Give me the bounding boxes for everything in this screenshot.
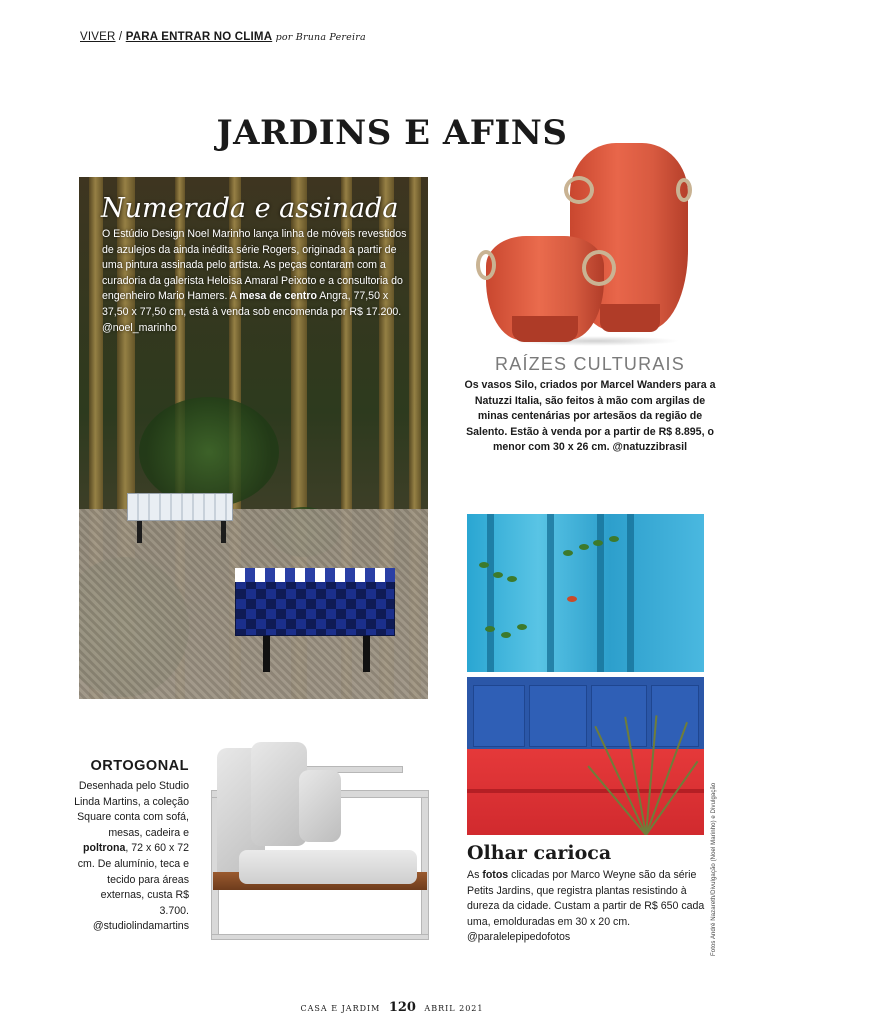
byline: por Bruna Pereira [275, 32, 366, 43]
armchair-photo [203, 738, 435, 952]
vine-leaf [479, 562, 489, 568]
vine-leaf [493, 572, 503, 578]
vine-leaf [579, 544, 589, 550]
vases-photo [470, 138, 710, 348]
vases-feature-body: Os vasos Silo, criados por Marcel Wanders para a Natuzzi Italia, são feitos à mão com argilas de minas centenárias por artesãos da região de Salento. Estão à venda por a partir de R$ 8.895, o menor com 30 x 26 cm. @natuzzibrasil [464, 379, 716, 454]
vine-leaf [517, 624, 527, 630]
page-title: JARDINS E AFINS [216, 113, 568, 153]
wall-groove [627, 514, 634, 672]
breadcrumb [80, 31, 366, 43]
bamboo-feature-heading: Numerada e assinada [101, 193, 399, 224]
body-bold-text: fotos [482, 869, 509, 881]
body-text: Angra, 77,50 x 37,50 x 77,50 cm, está à venda sob encomenda por R$ 17.200. @noel_marinho [102, 290, 402, 334]
chair-frame [211, 934, 429, 940]
page-number: 120 [388, 1000, 416, 1015]
photo-credit: Fotos André Nazareth/Divulgação (Noel Marinho) e Divulgação [711, 782, 717, 956]
foliage [139, 397, 279, 507]
wall-groove [487, 514, 494, 672]
table-leg [363, 636, 370, 672]
section-label: VIVER [80, 31, 116, 43]
blue-wall-vines-photo [467, 514, 704, 672]
vine-leaf [507, 576, 517, 582]
bamboo-feature-text [101, 192, 411, 336]
body-text: , 72 x 60 x 72 cm. De alumínio, teca e tecido para áreas externas, custa R$ 3.700. @studiolindamartins [77, 842, 189, 933]
body-text: O Estúdio Design Noel Marinho lança linha de móveis revestidos de azulejos da ainda inédita série Rogers, originada a partir de uma pintura assinada pelo artista. As peças contaram com a curadoria da galerista Heloisa Amaral Peixoto e a consultoria do engenheiro Mario Hamers. A [102, 228, 407, 303]
rope-handle [564, 176, 594, 204]
subsection-label: PARA ENTRAR NO CLIMA [125, 31, 273, 43]
vine-leaf [501, 632, 511, 638]
chair-frame [421, 790, 429, 940]
tiled-bench [127, 493, 233, 521]
wall-panel [473, 685, 525, 747]
small-vase-base [512, 316, 578, 342]
seat-cushion [239, 850, 417, 884]
bench-leg [221, 521, 226, 543]
rope-handle [676, 178, 692, 202]
wall-panel [529, 685, 587, 747]
body-text: clicadas por Marco Weyne são da série Petits Jardins, que registra plantas resistindo à dureza da cidade. Custam a partir de R$ 650 cada uma, emolduradas em 30 x 20 cm. @paralelepipedofotos [467, 869, 705, 944]
vine-leaf [609, 536, 619, 542]
vases-feature-heading: RAÍZES CULTURAIS [495, 354, 685, 374]
page-footer [0, 998, 784, 1016]
large-vase-base [600, 304, 660, 332]
back-cushion [299, 770, 341, 842]
wall-groove [597, 514, 604, 672]
body-bold-text: mesa de centro [239, 290, 317, 303]
vine-leaf [485, 626, 495, 632]
rope-handle [476, 250, 496, 280]
bench-leg [137, 521, 142, 543]
vine-flower [567, 596, 577, 602]
table-leg [263, 636, 270, 672]
chair-feature-heading: ORTOGONAL [90, 758, 189, 774]
bamboo-feature-body [102, 227, 411, 336]
magazine-name: CASA E JARDIM [300, 1004, 381, 1013]
body-text: As [467, 869, 483, 881]
red-ledge-line [467, 789, 704, 793]
vine-leaf [593, 540, 603, 546]
body-bold-text: poltrona [83, 842, 126, 855]
chair-feature-body [69, 779, 189, 935]
blue-red-wall-plant-photo [467, 677, 704, 835]
photos-feature-body [467, 868, 717, 946]
body-text: Desenhada pelo Studio Linda Martins, a coleção Square conta com sofá, mesas, cadeira e [74, 780, 189, 839]
wall-groove [547, 514, 554, 672]
wall-panel [651, 685, 699, 747]
issue-date: ABRIL 2021 [424, 1004, 484, 1013]
table-tile-pattern [235, 568, 395, 582]
vine-leaf [563, 550, 573, 556]
photos-feature-heading: Olhar carioca [467, 842, 612, 864]
breadcrumb-separator: / [118, 31, 123, 43]
rope-handle [582, 250, 616, 286]
